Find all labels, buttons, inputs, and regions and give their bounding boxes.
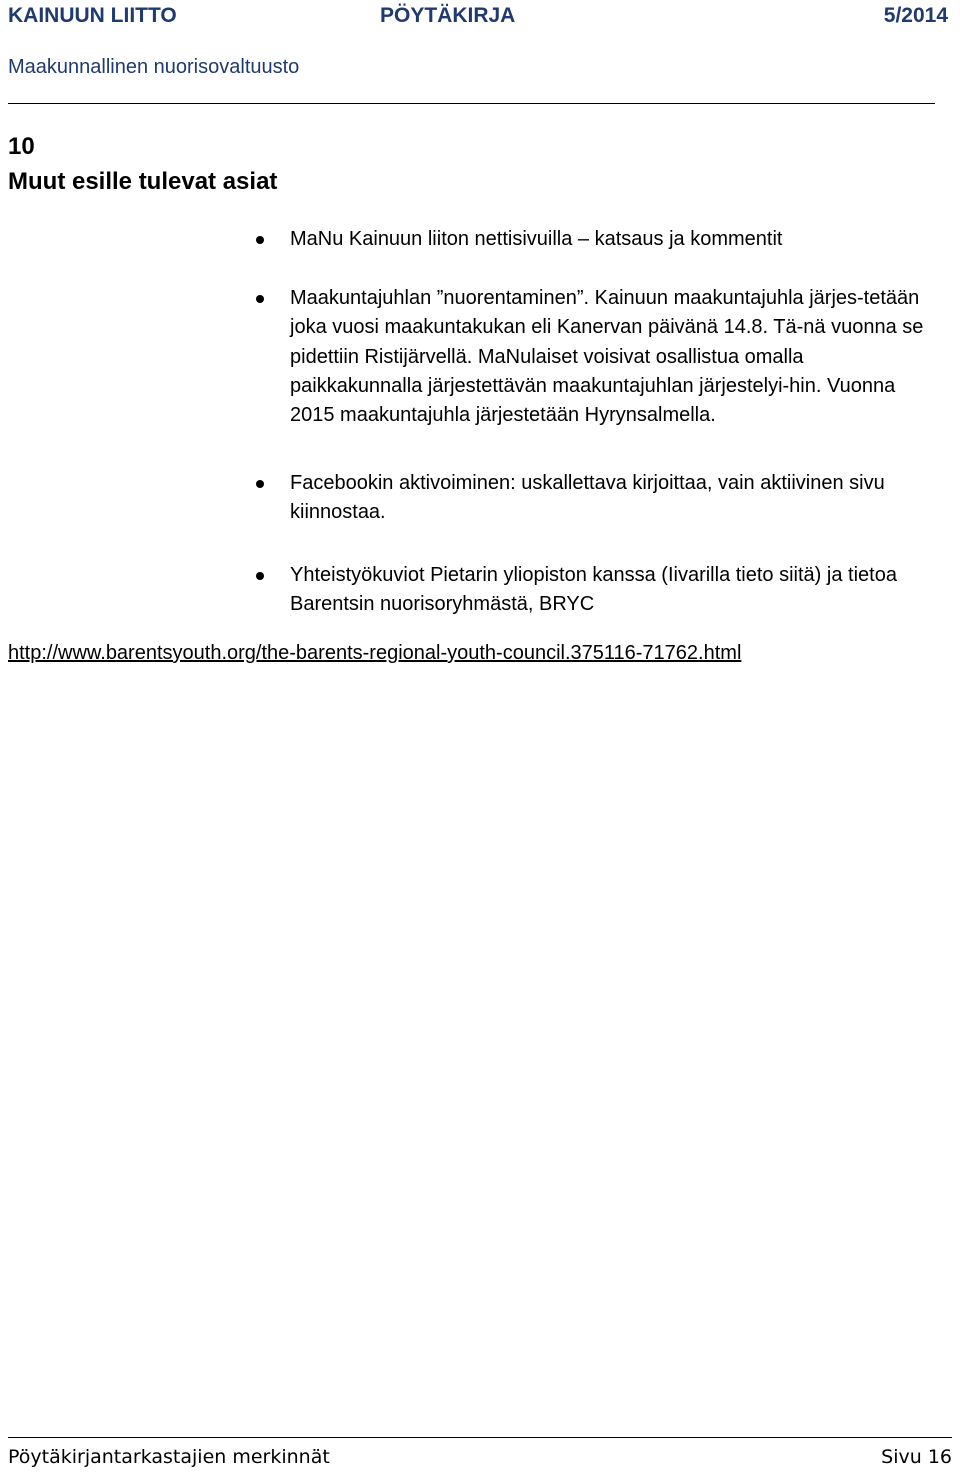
list-item [290, 561, 940, 620]
list-item [290, 469, 940, 528]
footer-reviewer-notes-label: Pöytäkirjantarkastajien merkinnät [8, 1446, 330, 1468]
header-document-number: 5/2014 [883, 4, 948, 27]
bullet-icon [256, 572, 264, 580]
list-item [290, 284, 940, 430]
page-header [8, 4, 948, 30]
header-organization: KAINUUN LIITTO [8, 4, 177, 27]
section-title: Muut esille tulevat asiat [8, 168, 278, 195]
header-document-type: PÖYTÄKIRJA [380, 4, 516, 27]
header-divider [8, 103, 935, 104]
footer-page-number: Sivu 16 [881, 1446, 952, 1468]
list-item-text: Yhteistyökuviot Pietarin yliopiston kanssa (Iivarilla tieto siitä) ja tietoa Barentsin nuorisoryhmästä, BRYC [290, 564, 897, 616]
footer-divider [8, 1437, 952, 1438]
bullet-icon [256, 480, 264, 488]
list-item-text: Facebookin aktivoiminen: uskallettava kirjoittaa, vain aktiivinen sivu kiinnostaa. [290, 472, 885, 524]
barents-youth-link[interactable]: http://www.barentsyouth.org/the-barents-regional-youth-council.375116-71762.html [8, 642, 742, 664]
list-item [290, 225, 940, 254]
list-item-text: MaNu Kainuun liiton nettisivuilla – katsaus ja kommentit [290, 228, 783, 250]
header-body-name: Maakunnallinen nuorisovaltuusto [8, 56, 300, 78]
bullet-icon [256, 295, 264, 303]
section-number: 10 [8, 133, 35, 160]
bullet-icon [256, 236, 264, 244]
list-item-text: Maakuntajuhlan ”nuorentaminen”. Kainuun maakuntajuhla järjes-tetään joka vuosi maakuntakukan eli Kanervan päivänä 14.8. Tä-nä vuonna se pidettiin Ristijärvellä. MaNulaiset voisivat osallistua omalla paikkakunnalla järjestettävän maakuntajuhlan järjestelyi-hin. Vuonna 2015 maakuntajuhla järjestetään Hyrynsalmella. [290, 287, 924, 427]
